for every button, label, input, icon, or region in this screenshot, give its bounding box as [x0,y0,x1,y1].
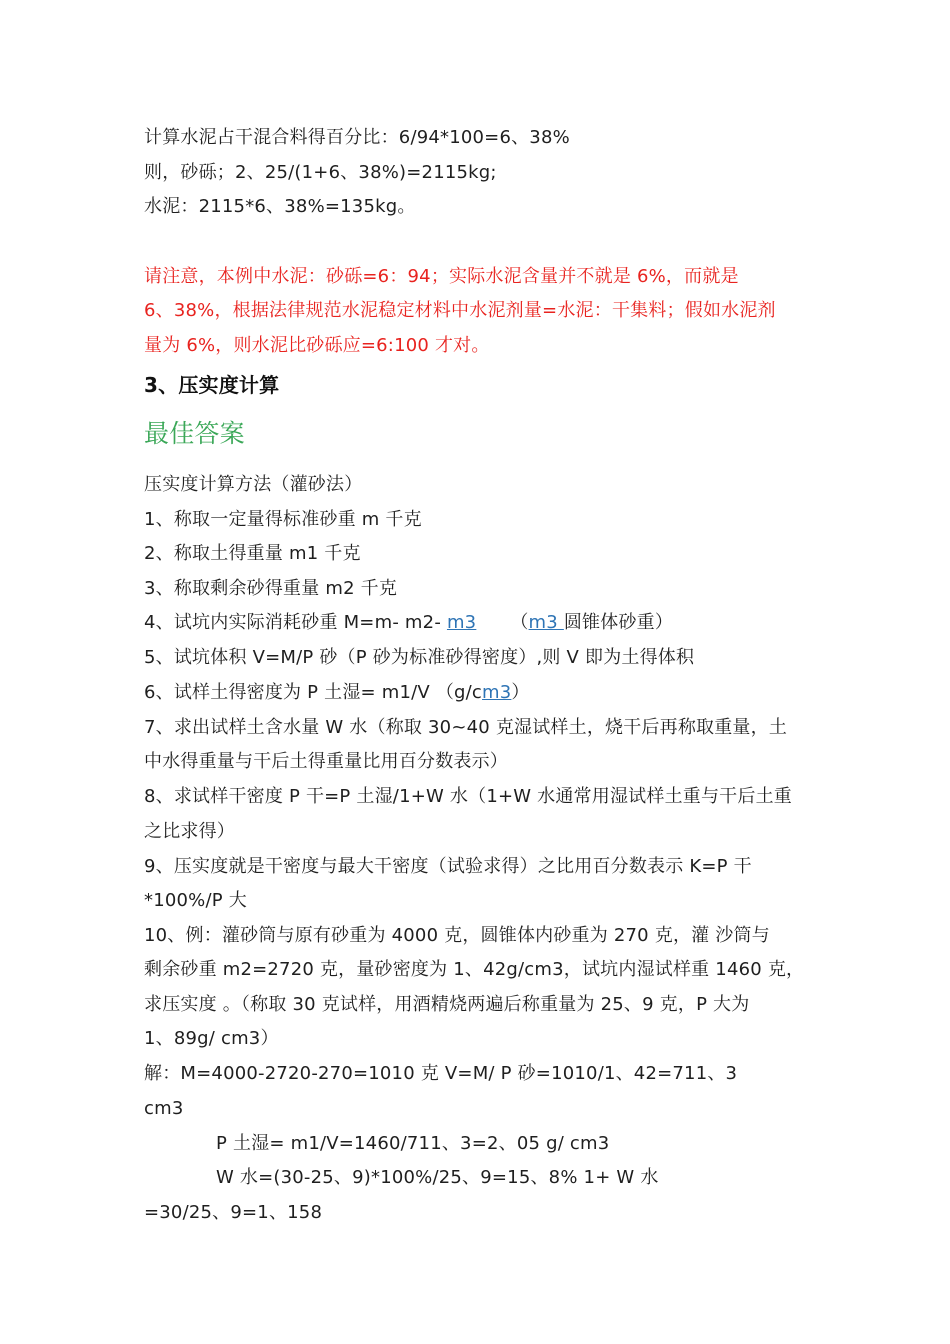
step-10-line-3: 求压实度 。（称取 30 克试样，用酒精烧两遍后称重量为 25、9 克，P 大为 [144,994,750,1015]
step-9-line-1: 9、压实度就是干密度与最大干密度（试验求得）之比用百分数表示 K=P 干 [144,856,752,877]
step-6-text-b: ） [511,682,530,703]
solution-line-3: P 土湿= m1/V=1460/711、3=2、05 g/ cm3 [216,1133,610,1154]
method-title: 压实度计算方法（灌砂法） [144,474,363,495]
step-1: 1、称取一定量得标准砂重 m 千克 [144,509,422,530]
note-line-3: 量为 6%，则水泥比砂砾应=6:100 才对。 [144,335,490,356]
step-7-line-1: 7、求出试样土含水量 W 水（称取 30~40 克湿试样土，烧干后再称取重量，土 [144,717,788,738]
solution-line-2: cm3 [144,1098,184,1119]
note-line-2: 6、38%，根据法律规范水泥稳定材料中水泥剂量=水泥：干集料；假如水泥剂 [144,300,776,321]
step-4-text-a: 4、试坑内实际消耗砂重 M=m- m2- [144,612,447,633]
best-answer-heading: 最佳答案 [144,419,245,448]
calc-line-2: 则，砂砾；2、25/(1+6、38%)=2115kg; [144,162,497,183]
step-5: 5、试坑体积 V=M/P 砂（P 砂为标准砂得密度）,则 V 即为土得体积 [144,647,695,668]
step-9-line-2: *100%/P 大 [144,890,247,911]
step-8-line-2: 之比求得） [144,821,235,842]
step-2: 2、称取土得重量 m1 千克 [144,543,361,564]
m3-link-1[interactable]: m3 [446,612,477,633]
solution-line-5: =30/25、9=1、158 [144,1202,323,1223]
solution-line-1: 解：M=4000-2720-270=1010 克 V=M/ P 砂=1010/1、42=711、3 [144,1063,738,1084]
step-4 [144,611,673,635]
solution-line-4: W 水=(30-25、9)*100%/25、9=15、8% 1+ W 水 [216,1167,659,1188]
section-title: 3、压实度计算 [144,373,280,397]
step-6 [144,681,530,705]
step-3: 3、称取剩余砂得重量 m2 千克 [144,578,398,599]
calc-line-1: 计算水泥占干混合料得百分比：6/94*100=6、38% [144,127,570,148]
calc-line-3: 水泥：2115*6、38%=135kg。 [144,196,416,217]
m3-link-2[interactable]: m3 [528,612,564,633]
step-6-text-a: 6、试样土得密度为 P 土湿= m1/V （g/c [144,682,483,703]
note-line-1: 请注意，本例中水泥：砂砾=6：94；实际水泥含量并不就是 6%，而就是 [144,266,739,287]
step-8-line-1: 8、求试样干密度 P 干=P 土湿/1+W 水（1+W 水通常用湿试样土重与干后土重 [144,786,792,807]
step-4-text-b: （ [510,612,529,633]
step-7-line-2: 中水得重量与干后土得重量比用百分数表示） [144,751,508,772]
step-10-line-2: 剩余砂重 m2=2720 克，量砂密度为 1、42g/cm3，试坑内湿试样重 1460 克， [144,959,805,980]
step-10-line-4: 1、89g/ cm3） [144,1028,279,1049]
m3-link-3[interactable]: m3 [482,682,512,703]
step-10-line-1: 10、例：灌砂筒与原有砂重为 4000 克，圆锥体内砂重为 270 克，灌 沙筒与 [144,925,770,946]
step-4-text-c: 圆锥体砂重） [563,612,674,633]
